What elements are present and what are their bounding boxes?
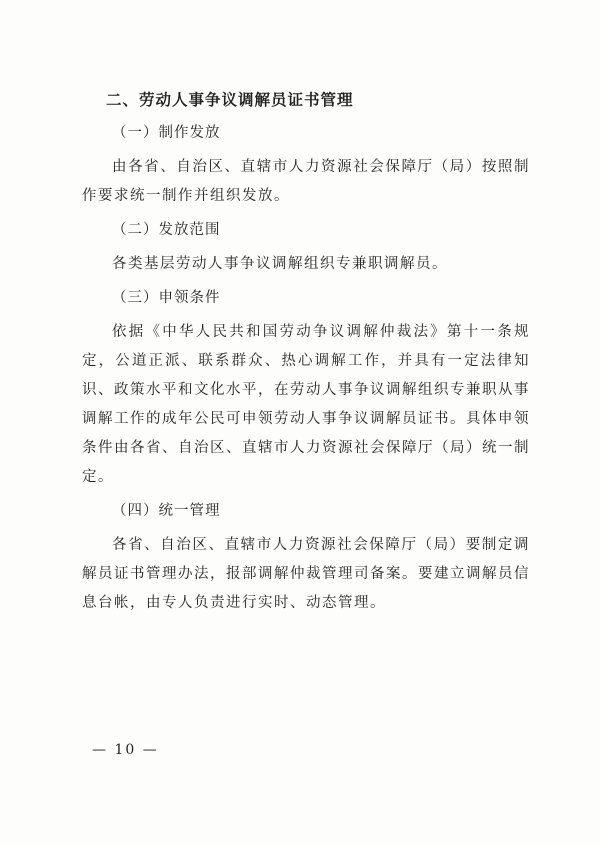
subsection-heading-1: （一）制作发放	[112, 125, 221, 141]
paragraph-3: 依据《中华人民共和国劳动争议调解仲裁法》第十一条规定，公道正派、联系群众、热心调解工作，并具有一定法律知识、政策水平和文化水平，在劳动人事争议调解组织专兼职从事调解工作的成年公民可申领劳动人事争议调解员证书。具体申领条件由各省、自治区、直辖市人力资源社会保障厅（局）统一制定。	[82, 324, 530, 485]
paragraph-1: 由各省、自治区、直辖市人力资源社会保障厅（局）按照制作要求统一制作并组织发放。	[82, 159, 530, 204]
paragraph-4: 各省、自治区、直辖市人力资源社会保障厅（局）要制定调解员证书管理办法，报部调解仲裁管理司备案。要建立调解员信息台帐，由专人负责进行实时、动态管理。	[82, 537, 530, 611]
subsection-heading-4: （四）统一管理	[112, 503, 221, 519]
page-number: — 10 —	[92, 742, 159, 758]
section-title: 二、劳动人事争议调解员证书管理	[106, 91, 354, 109]
document-body	[82, 86, 530, 623]
subsection-heading-2: （二）发放范围	[112, 222, 221, 238]
subsection-heading-3: （三）申领条件	[112, 290, 221, 306]
paragraph-2: 各类基层劳动人事争议调解组织专兼职调解员。	[112, 256, 448, 272]
